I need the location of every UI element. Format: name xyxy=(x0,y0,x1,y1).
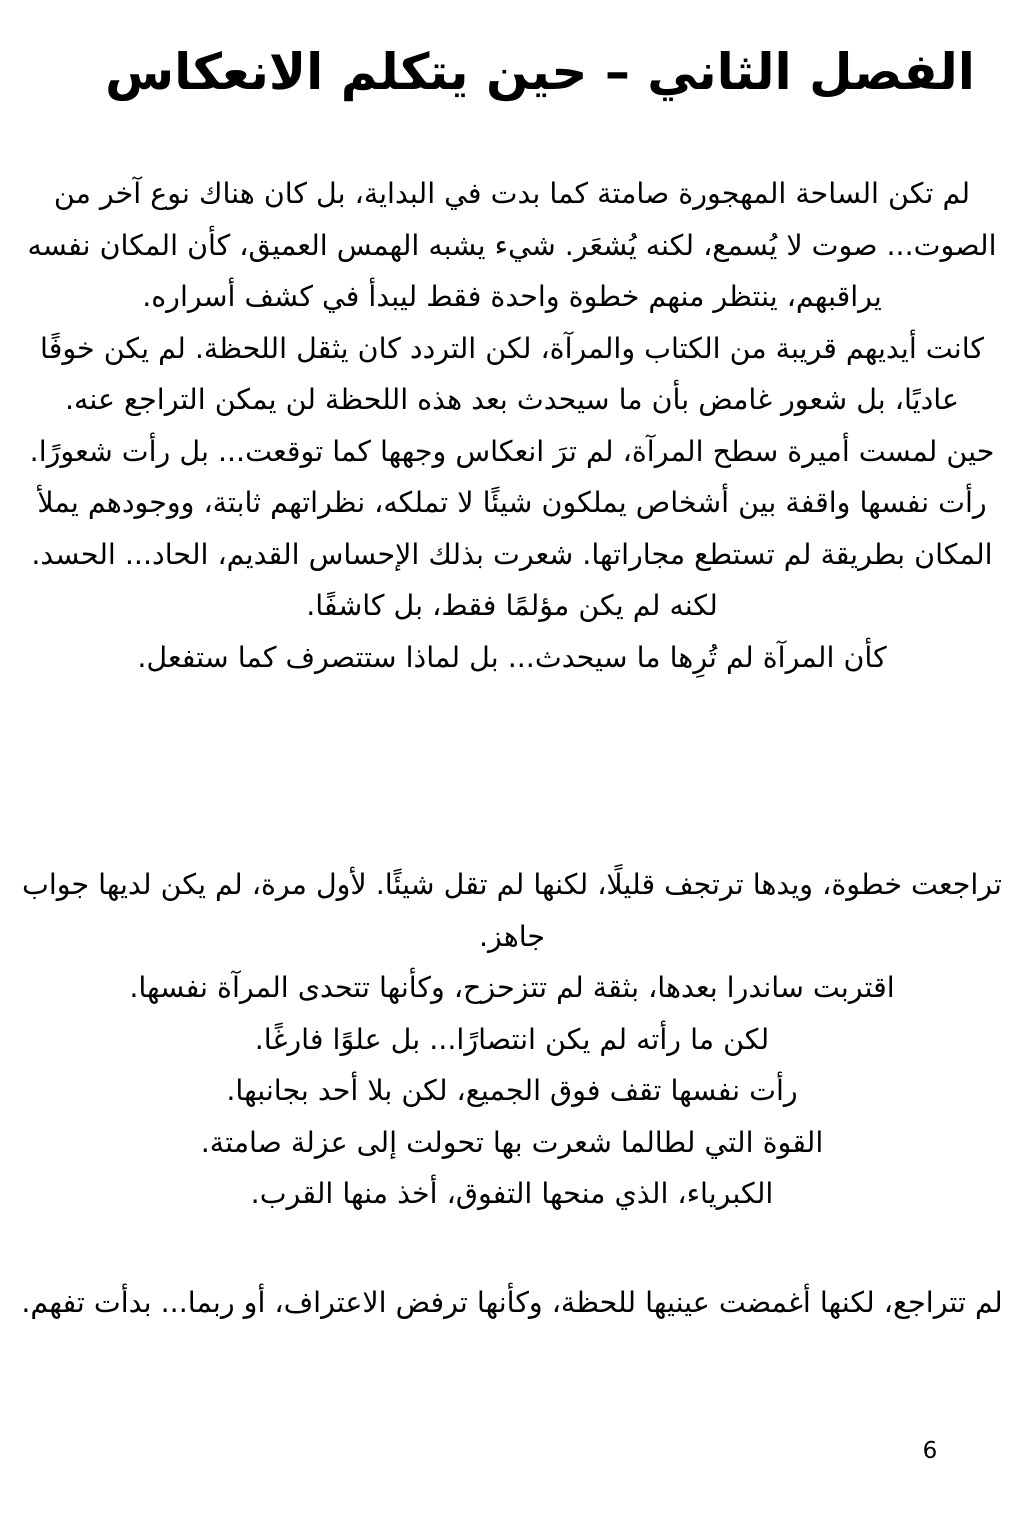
text-block-3 xyxy=(20,1277,1004,1329)
paragraph: لم تتراجع، لكنها أغمضت عينيها للحظة، وكأنها ترفض الاعتراف، أو ربما... بدأت تفهم. xyxy=(21,1286,1003,1319)
paragraph: لم تكن الساحة المهجورة صامتة كما بدت في البداية، بل كان هناك نوع آخر من الصوت... صوت لا يُسمع، لكنه يُشعَر. شيء يشبه الهمس العميق، كأن المكان نفسه يراقبهم، ينتظر منهم خطوة واحدة فقط ليبدأ في كشف أسراره. xyxy=(27,177,997,313)
paragraph: كانت أيديهم قريبة من الكتاب والمرآة، لكن التردد كان يثقل اللحظة. لم يكن خوفًا عاديًا، بل شعور غامض بأن ما سيحدث بعد هذه اللحظة لن يمكن التراجع عنه. xyxy=(40,331,984,416)
paragraph: القوة التي لطالما شعرت بها تحولت إلى عزلة صامتة. xyxy=(200,1125,824,1159)
paragraph: كأن المرآة لم تُرِها ما سيحدث... بل لماذا ستتصرف كما ستفعل. xyxy=(137,640,887,674)
page-number: 6 xyxy=(922,1438,938,1464)
text-block-2 xyxy=(20,859,1004,1220)
paragraph: اقتربت ساندرا بعدها، بثقة لم تتزحزح، وكأنها تتحدى المرآة نفسها. xyxy=(129,971,895,1004)
paragraph: الكبرياء، الذي منحها التفوق، أخذ منها القرب. xyxy=(250,1177,774,1210)
paragraph: رأت نفسها واقفة بين أشخاص يملكون شيئًا لا تملكه، نظراتهم ثابتة، ووجودهم يملأ المكان بطريقة لم تستطع مجاراتها. شعرت بذلك الإحساس القديم، الحاد... الحسد. لكنه لم يكن مؤلمًا فقط، بل كاشفًا. xyxy=(31,486,993,622)
paragraph: لكن ما رأته لم يكن انتصارًا... بل علوًا فارغًا. xyxy=(254,1022,770,1056)
paragraph: رأت نفسها تقف فوق الجميع، لكن بلا أحد بجانبها. xyxy=(226,1074,798,1107)
paragraph: تراجعت خطوة، ويدها ترتجف قليلًا، لكنها لم تقل شيئًا. لأول مرة، لم يكن لديها جواب جاهز. xyxy=(22,868,1002,953)
chapter-title: الفصل الثاني – حين يتكلم الانعكاس xyxy=(105,43,975,101)
paragraph: حين لمست أميرة سطح المرآة، لم ترَ انعكاس وجهها كما توقعت... بل رأت شعورًا. xyxy=(29,434,995,468)
text-block-1 xyxy=(20,168,1004,683)
